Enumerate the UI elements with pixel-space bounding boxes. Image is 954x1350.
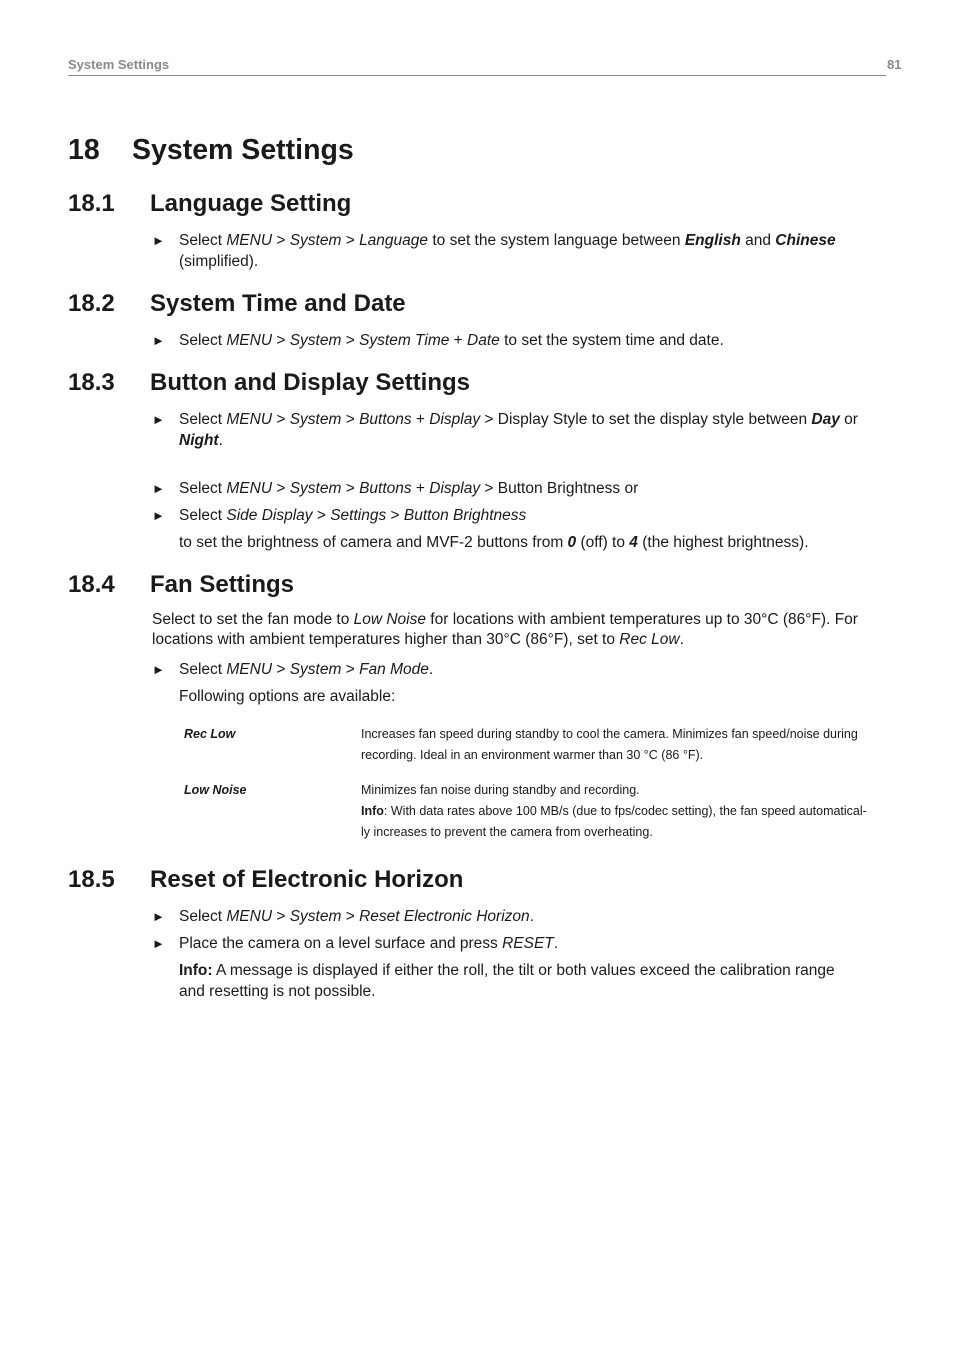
section-title: System Time and Date [150,290,406,317]
bullet-arrow-icon: ► [152,508,165,523]
bullet-text: Select MENU > System > Language to set the system language between English and Chinese (simplified). [179,232,836,270]
bullet-arrow-icon: ► [152,333,165,348]
section-title: Fan Settings [150,571,295,598]
section-number: 18.3 [68,369,115,396]
fan-intro-paragraph: Select to set the fan mode to Low Noise for locations with ambient temperatures up to 30°C (86°F). For locations with ambient temperatures higher than 30°C (86°F), set to Rec Low. [152,611,858,648]
bullet-arrow-icon: ► [152,936,165,951]
section-heading-horizon [68,866,463,894]
section-heading-time-date [68,290,406,318]
bullet-arrow-icon: ► [152,662,165,677]
chapter-number: 18 [68,134,100,166]
section-number: 18.4 [68,571,115,598]
bullet-text: Select MENU > System > Reset Electronic Horizon. [179,908,534,925]
bullet-text: Select Side Display > Settings > Button Brightness [179,507,527,524]
section-title: Button and Display Settings [150,369,471,396]
section-number: 18.1 [68,190,115,217]
bullet-arrow-icon: ► [152,481,165,496]
bullet-text: Select MENU > System > Buttons + Display > Button Brightness or [179,480,639,497]
page-number: 81 [887,57,902,72]
bullet-arrow-icon: ► [152,412,165,427]
section-number: 18.2 [68,290,115,317]
option-term-rec-low: Rec Low [184,727,236,741]
bullet-text: Select MENU > System > Buttons + Display > Display Style to set the display style between Day or Night. [179,411,858,449]
section-title: Language Setting [150,190,352,217]
section-heading-language [68,190,351,218]
chapter-title: System Settings [132,134,354,166]
options-intro: Following options are available: [179,688,396,705]
bullet-text: Place the camera on a level surface and press RESET. [179,935,559,952]
section-title: Reset of Electronic Horizon [150,866,464,893]
section-heading-fan [68,571,294,599]
option-desc-low-noise: Minimizes fan noise during standby and recording. Info: With data rates above 100 MB/s (due to fps/codec setting), the fan speed automatical- ly increases to prevent the camera from overheating. [361,783,867,839]
section-heading-button-display [68,369,470,397]
section-number: 18.5 [68,866,115,893]
bullet-arrow-icon: ► [152,909,165,924]
brightness-note: to set the brightness of camera and MVF-2 buttons from 0 (off) to 4 (the highest brightness). [179,534,809,551]
running-head-title: System Settings [68,57,170,72]
running-head [68,56,902,76]
bullet-text: Select MENU > System > System Time + Date to set the system time and date. [179,332,724,349]
bullet-text: Select MENU > System > Fan Mode. [179,661,434,678]
option-term-low-noise: Low Noise [184,783,247,797]
horizon-info-note: Info: A message is displayed if either the roll, the tilt or both values exceed the calibration range and resetting is not possible. [179,962,835,1000]
bullet-arrow-icon: ► [152,233,165,248]
option-desc-rec-low: Increases fan speed during standby to cool the camera. Minimizes fan speed/noise during recording. Ideal in an environment warmer than 30 °C (86 °F). [361,727,858,762]
chapter-heading [68,134,354,167]
